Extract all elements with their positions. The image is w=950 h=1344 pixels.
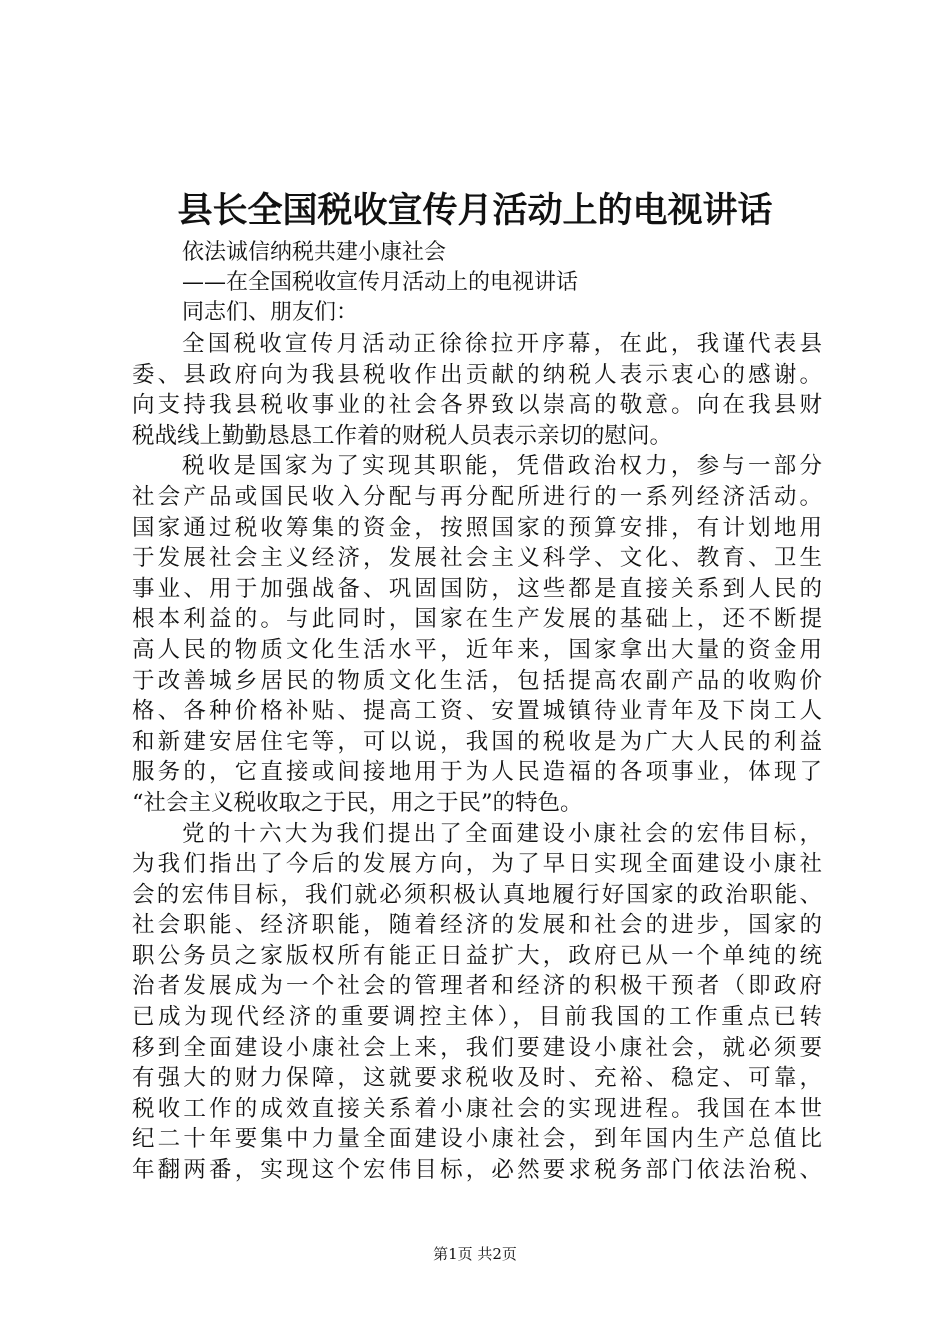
paragraph [132, 819, 822, 1186]
document-title: 县长全国税收宣传月活动上的电视讲话 [177, 190, 773, 231]
paragraph-line: 国家通过税收筹集的资金，按照国家的预算安排，有计划地用 [132, 514, 822, 541]
paragraph [132, 329, 822, 451]
paragraph-line: 向支持我县税收事业的社会各界致以崇高的敬意。向在我县财 [132, 392, 822, 419]
paragraph-line: 纪二十年要集中力量全面建设小康社会，到年国内生产总值比 [132, 1126, 822, 1153]
document-body [132, 329, 822, 1186]
page-footer: 第1页 共2页 [433, 1245, 517, 1263]
subtitle-dash-line: ——在全国税收宣传月活动上的电视讲话 [182, 270, 579, 295]
paragraph-line: 服务的，它直接或间接地用于为人民造福的各项事业，体现了 [132, 759, 822, 786]
paragraph-line: 治者发展成为一个社会的管理者和经济的积极干预者（即政府 [132, 973, 822, 1000]
paragraph-line: 于改善城乡居民的物质文化生活，包括提高农副产品的收购价 [132, 667, 822, 694]
paragraph-line: 和新建安居住宅等，可以说，我国的税收是为广大人民的利益 [132, 728, 822, 755]
paragraph-line: 委、县政府向为我县税收作出贡献的纳税人表示衷心的感谢。 [132, 361, 822, 388]
paragraph-line: 高人民的物质文化生活水平，近年来，国家拿出大量的资金用 [132, 636, 822, 663]
paragraph-line: 有强大的财力保障，这就要求税收及时、充裕、稳定、可靠， [132, 1065, 822, 1092]
paragraph-line: 于发展社会主义经济，发展社会主义科学、文化、教育、卫生 [132, 545, 822, 572]
paragraph-line: 为我们指出了今后的发展方向，为了早日实现全面建设小康社 [132, 851, 822, 878]
paragraph-line: 社会职能、经济职能，随着经济的发展和社会的进步，国家的 [132, 912, 822, 939]
paragraph-line: 根本利益的。与此同时，国家在生产发展的基础上，还不断提 [132, 606, 822, 633]
paragraph-line: 税战线上勤勤恳恳工作着的财税人员表示亲切的慰问。 [132, 422, 673, 449]
paragraph-line: 移到全面建设小康社会上来，我们要建设小康社会，就必须要 [132, 1034, 822, 1061]
paragraph-line: 党的十六大为我们提出了全面建设小康社会的宏伟目标， [182, 820, 822, 847]
paragraph-line: 税收工作的成效直接关系着小康社会的实现进程。我国在本世 [132, 1095, 822, 1122]
paragraph [132, 451, 822, 818]
paragraph-line: 格、各种价格补贴、提高工资、安置城镇待业青年及下岗工人 [132, 698, 822, 725]
paragraph-line: 全国税收宣传月活动正徐徐拉开序幕，在此，我谨代表县 [182, 331, 822, 357]
paragraph-line: 职公务员之家版权所有能正日益扩大，政府已从一个单纯的统 [132, 942, 822, 969]
paragraph-line: 会的宏伟目标，我们就必须积极认真地履行好国家的政治职能、 [132, 881, 822, 908]
paragraph-line: 已成为现代经济的重要调控主体），目前我国的工作重点已转 [132, 1004, 822, 1031]
paragraph-line: 社会产品或国民收入分配与再分配所进行的一系列经济活动。 [132, 483, 822, 510]
paragraph-line: 年翻两番，实现这个宏伟目标，必然要求税务部门依法治税、 [132, 1157, 822, 1184]
subtitle-line: 依法诚信纳税共建小康社会 [182, 240, 447, 265]
salutation: 同志们、朋友们： [182, 300, 359, 325]
paragraph-line: 税收是国家为了实现其职能，凭借政治权力，参与一部分 [182, 453, 822, 480]
paragraph-line: 事业、用于加强战备、巩固国防，这些都是直接关系到人民的 [132, 575, 822, 602]
paragraph-line: “社会主义税收取之于民，用之于民”的特色。 [132, 789, 583, 816]
